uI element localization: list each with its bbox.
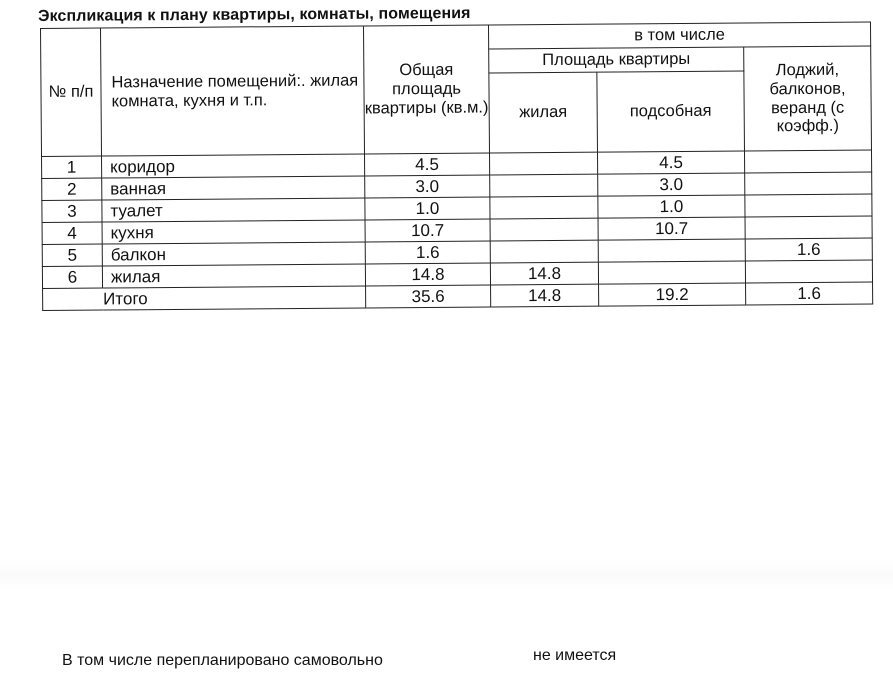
row-auxiliary: 10.7 — [598, 217, 745, 240]
row-num: 1 — [42, 156, 102, 178]
row-loggia: 1.6 — [745, 238, 872, 261]
row-loggia — [745, 216, 872, 239]
header-num: № п/п — [41, 28, 102, 156]
header-auxiliary: подсобная — [597, 71, 745, 152]
row-name: жилая — [102, 264, 365, 288]
row-auxiliary: 4.5 — [597, 151, 744, 174]
row-name: кухня — [102, 220, 365, 244]
row-living — [490, 240, 598, 263]
row-num: 4 — [42, 222, 102, 244]
row-num: 6 — [42, 266, 102, 288]
row-name: ванная — [102, 176, 365, 200]
row-loggia — [744, 150, 871, 173]
row-living — [490, 196, 598, 219]
header-living: жилая — [489, 72, 598, 153]
header-total-area: Общая площадь квартиры (кв.м.) — [363, 25, 489, 154]
document-title: Экспликация к плану квартиры, комнаты, помещения — [38, 4, 471, 25]
row-auxiliary — [598, 239, 745, 262]
total-total: 35.6 — [366, 285, 491, 308]
row-num: 2 — [42, 178, 102, 200]
explication-table-wrapper — [40, 21, 873, 311]
row-total: 10.7 — [365, 219, 490, 242]
row-total: 14.8 — [365, 263, 490, 286]
header-including: в том числе — [488, 22, 870, 49]
row-living — [490, 218, 598, 241]
row-living — [489, 152, 597, 175]
row-auxiliary: 1.0 — [598, 195, 745, 218]
row-num: 3 — [42, 200, 102, 222]
total-living: 14.8 — [491, 284, 599, 307]
row-num: 5 — [42, 244, 102, 266]
row-name: туалет — [102, 198, 365, 222]
header-loggias: Лоджий, балконов, веранд (с коэфф.) — [744, 46, 872, 151]
row-total: 1.0 — [365, 197, 490, 220]
total-auxiliary: 19.2 — [599, 283, 746, 306]
footer-value: не имеется — [533, 647, 617, 664]
row-auxiliary: 3.0 — [598, 173, 745, 196]
row-name: коридор — [102, 154, 365, 178]
row-name: балкон — [102, 242, 365, 266]
explication-table — [40, 21, 873, 311]
row-total: 3.0 — [365, 175, 490, 198]
header-name: Назначение помещений:. жилая комната, кухня и т.п. — [101, 26, 365, 156]
row-living — [490, 174, 598, 197]
total-label: Итого — [43, 286, 366, 311]
row-auxiliary — [598, 261, 745, 284]
row-loggia — [745, 194, 872, 217]
row-loggia — [745, 260, 872, 283]
row-living: 14.8 — [490, 262, 598, 285]
row-total: 1.6 — [365, 241, 490, 264]
scan-smudge — [0, 560, 893, 590]
header-apartment-area: Площадь квартиры — [489, 47, 744, 73]
footer-text: В том числе перепланировано самовольно — [62, 652, 383, 669]
row-total: 4.5 — [364, 153, 489, 176]
row-loggia — [745, 172, 872, 195]
total-loggia: 1.6 — [746, 282, 873, 305]
